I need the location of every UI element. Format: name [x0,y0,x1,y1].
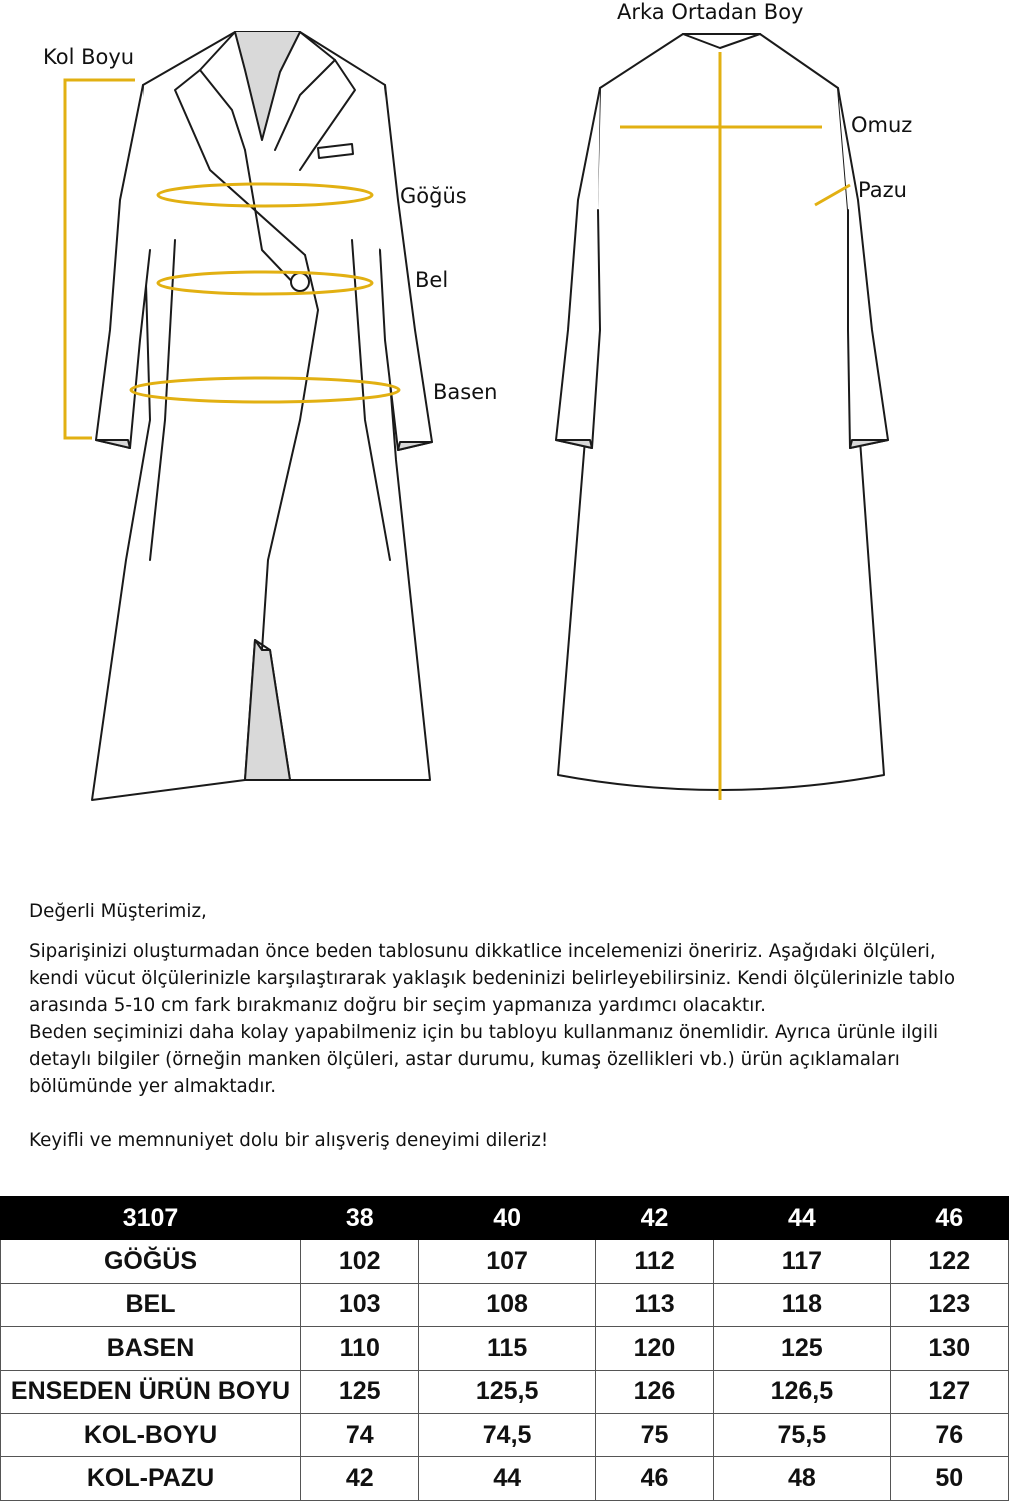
table-row [1,1327,1009,1370]
customer-note [29,898,989,1154]
table-cell: 48 [714,1457,890,1500]
paragraph-size-advice: Siparişinizi oluşturmadan önce beden tablosunu dikkatlice incelemenizi öneririz. Aşağıdaki ölçüleri, kendi vücut ölçülerinizle karşılaştırarak yaklaşık bedeninizi belirleyebilirsiniz. Kendi ölçülerinizle tablo arasında 5-10 cm fark bırakmanız doğru bir seçim yapmanıza yardımcı olacaktır. [29,941,956,1016]
header-size: 38 [301,1197,419,1240]
table-cell: 44 [419,1457,595,1500]
row-label: KOL-PAZU [1,1457,301,1500]
row-label: BEL [1,1283,301,1326]
table-cell: 75 [595,1413,713,1456]
size-table [0,1196,1009,1501]
table-cell: 126 [595,1370,713,1413]
table-cell: 117 [714,1240,890,1283]
greeting: Değerli Müşterimiz, [29,901,207,922]
table-cell: 102 [301,1240,419,1283]
row-label: GÖĞÜS [1,1240,301,1283]
table-cell: 125 [301,1370,419,1413]
table-cell: 76 [890,1413,1009,1456]
row-label: BASEN [1,1327,301,1370]
table-cell: 113 [595,1283,713,1326]
header-size: 44 [714,1197,890,1240]
table-cell: 130 [890,1327,1009,1370]
table-cell: 74,5 [419,1413,595,1456]
table-cell: 107 [419,1240,595,1283]
table-cell: 115 [419,1327,595,1370]
table-cell: 120 [595,1327,713,1370]
header-size: 42 [595,1197,713,1240]
label-arka-ortadan-boy: Arka Ortadan Boy [617,0,804,24]
table-cell: 74 [301,1413,419,1456]
table-cell: 126,5 [714,1370,890,1413]
table-cell: 42 [301,1457,419,1500]
table-row [1,1370,1009,1413]
table-row [1,1240,1009,1283]
table-cell: 123 [890,1283,1009,1326]
table-cell: 112 [595,1240,713,1283]
closing-text: Keyifli ve memnuniyet dolu bir alışveriş deneyimi dileriz! [29,1130,549,1151]
table-cell: 125,5 [419,1370,595,1413]
label-omuz: Omuz [851,113,913,137]
table-cell: 118 [714,1283,890,1326]
table-cell: 75,5 [714,1413,890,1456]
header-model-code: 3107 [1,1197,301,1240]
table-row [1,1413,1009,1456]
label-basen: Basen [433,380,498,404]
label-bel: Bel [415,268,449,292]
label-gogus: Göğüs [400,184,467,208]
row-label: KOL-BOYU [1,1413,301,1456]
table-row [1,1283,1009,1326]
row-label: ENSEDEN ÜRÜN BOYU [1,1370,301,1413]
paragraph-product-info: Beden seçiminizi daha kolay yapabilmeniz için bu tabloyu kullanmanız önemlidir. Ayrıca ürünle ilgili detaylı bilgiler (örneğin manken ölçüleri, astar durumu, kumaş özellikleri vb.) ürün açıklamaları bölümünde yer almaktadır. [29,1022,939,1097]
table-cell: 103 [301,1283,419,1326]
back-coat-outline [556,34,888,790]
front-coat-outline [92,32,432,800]
label-pazu: Pazu [858,178,907,202]
header-size: 40 [419,1197,595,1240]
header-size: 46 [890,1197,1009,1240]
table-cell: 110 [301,1327,419,1370]
label-kol-boyu: Kol Boyu [43,45,135,69]
size-table-header [1,1197,1009,1240]
table-row [1,1457,1009,1500]
table-cell: 125 [714,1327,890,1370]
table-cell: 46 [595,1457,713,1500]
table-cell: 127 [890,1370,1009,1413]
table-cell: 122 [890,1240,1009,1283]
table-cell: 108 [419,1283,595,1326]
table-cell: 50 [890,1457,1009,1500]
